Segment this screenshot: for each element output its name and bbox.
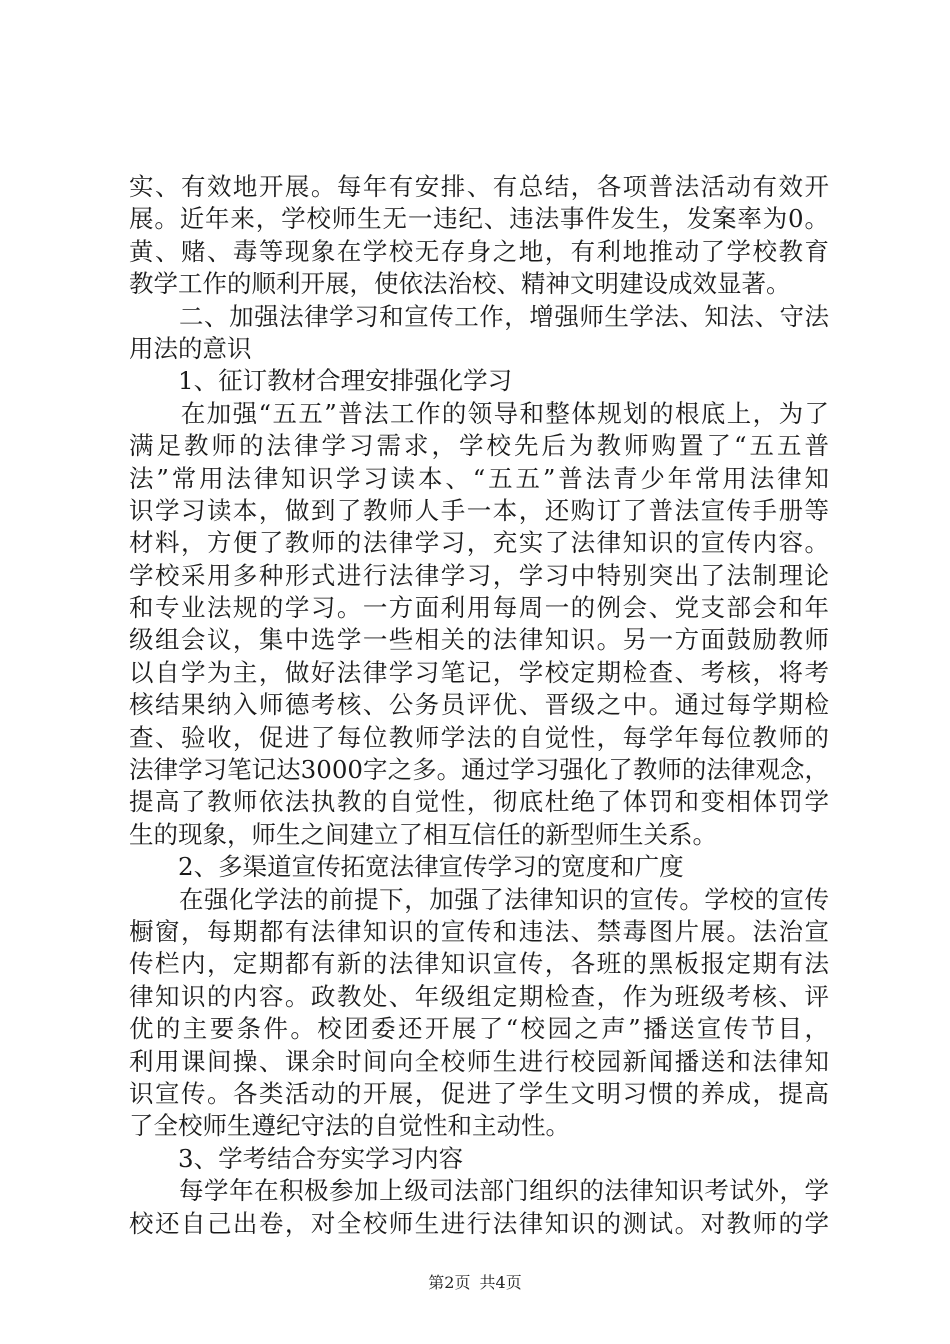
text-line: 识宣传。各类活动的开展，促进了学生文明习惯的养成，提高 xyxy=(129,1078,829,1108)
text-line: 3、学考结合夯实学习内容 xyxy=(129,1143,464,1173)
text-line: 和专业法规的学习。一方面利用每周一的例会、党支部会和年 xyxy=(129,593,829,623)
page-total: 共4页 xyxy=(479,1273,522,1292)
text-line: 识学习读本，做到了教师人手一本，还购订了普法宣传手册等 xyxy=(129,495,829,525)
text-line: 2、多渠道宣传拓宽法律宣传学习的宽度和广度 xyxy=(129,852,684,882)
text-line: 了全校师生遵纪守法的自觉性和主动性。 xyxy=(129,1111,570,1141)
text-line: 核结果纳入师德考核、公务员评优、晋级之中。通过每学期检 xyxy=(129,690,829,720)
text-line: 级组会议，集中选学一些相关的法律知识。另一方面鼓励教师 xyxy=(129,625,829,655)
text-line: 学校采用多种形式进行法律学习，学习中特别突出了法制理论 xyxy=(129,560,829,590)
page-number: 第2页 xyxy=(428,1273,471,1292)
text-line: 校还自己出卷，对全校师生进行法律知识的测试。对教师的学 xyxy=(129,1208,829,1238)
text-line: 查、验收，促进了每位教师学法的自觉性，每学年每位教师的 xyxy=(129,722,829,752)
text-line: 教学工作的顺利开展，使依法治校、精神文明建设成效显著。 xyxy=(129,269,791,299)
text-line: 在加强“五五”普法工作的领导和整体规划的根底上，为了 xyxy=(129,398,829,428)
text-line: 以自学为主，做好法律学习笔记，学校定期检查、考核，将考 xyxy=(129,657,829,687)
text-line: 展。近年来，学校师生无一违纪、违法事件发生，发案率为0。 xyxy=(129,204,829,234)
text-line: 橱窗，每期都有法律知识的宣传和违法、禁毒图片展。法治宣 xyxy=(129,916,829,946)
text-line: 二、加强法律学习和宣传工作，增强师生学法、知法、守法 xyxy=(129,301,829,331)
text-line: 提高了教师依法执教的自觉性，彻底杜绝了体罚和变相体罚学 xyxy=(129,787,829,817)
page-footer xyxy=(0,1270,950,1293)
text-line: 法”常用法律知识学习读本、“五五”普法青少年常用法律知 xyxy=(129,463,829,493)
text-line: 利用课间操、课余时间向全校师生进行校园新闻播送和法律知 xyxy=(129,1046,829,1076)
text-line: 实、有效地开展。每年有安排、有总结，各项普法活动有效开 xyxy=(129,172,829,201)
text-line: 满足教师的法律学习需求，学校先后为教师购置了“五五普 xyxy=(129,431,829,461)
text-line: 在强化学法的前提下，加强了法律知识的宣传。学校的宣传 xyxy=(129,884,829,914)
text-line: 优的主要条件。校团委还开展了“校园之声”播送宣传节目， xyxy=(129,1014,829,1044)
text-line: 生的现象，师生之间建立了相互信任的新型师生关系。 xyxy=(129,819,717,849)
text-line: 用法的意识 xyxy=(129,333,252,363)
text-line: 法律学习笔记达3000字之多。通过学习强化了教师的法律观念， xyxy=(129,755,829,785)
text-line: 1、征订教材合理安排强化学习 xyxy=(129,366,513,396)
text-line: 黄、赌、毒等现象在学校无存身之地，有利地推动了学校教育 xyxy=(129,236,829,266)
document-body xyxy=(129,171,829,1240)
text-line: 传栏内，定期都有新的法律知识宣传，各班的黑板报定期有法 xyxy=(129,949,829,979)
text-line: 每学年在积极参加上级司法部门组织的法律知识考试外，学 xyxy=(129,1176,829,1206)
text-line: 律知识的内容。政教处、年级组定期检查，作为班级考核、评 xyxy=(129,981,829,1011)
text-line: 材料，方便了教师的法律学习，充实了法律知识的宣传内容。 xyxy=(129,528,829,558)
